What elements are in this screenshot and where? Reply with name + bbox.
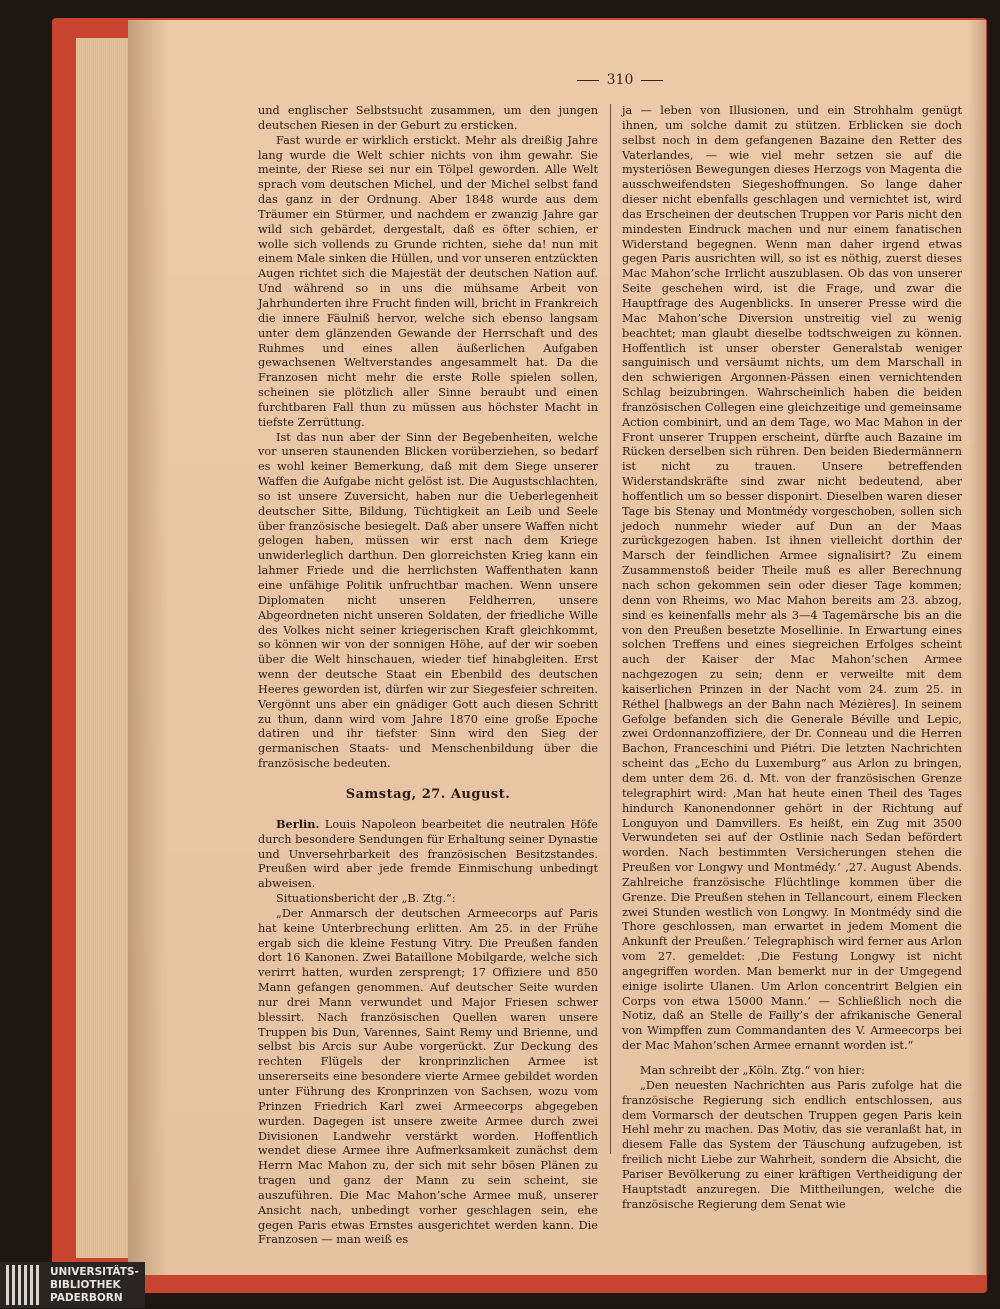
library-logo-text <box>50 1266 139 1305</box>
section-heading: Samstag, 27. August. <box>345 786 511 802</box>
logo-bars-icon <box>6 1265 42 1309</box>
right-paragraph-3: „Den neuesten Nachrichten aus Paris zufolge hat die französische Regierung sich endlich entschlossen, aus dem Vormarsch der deutschen Truppen gegen Paris kein Hehl mehr zu machen. Das Motiv, das sie veranlaßt hat, in diesem Falle das System der Täuschung aufzugeben, ist freilich nicht Liebe zur Wahrheit, sondern die Absicht, die Pariser Bevölkerung zu einer kräftigen Vertheidigung der Hauptstadt anzuregen. Die Mittheilungen, welche die französische Regierung dem Senat wie <box>622 1078 962 1211</box>
page-fold-shadow <box>968 20 986 1275</box>
left-column <box>258 104 598 1248</box>
left-paragraph-1: und englischer Selbstsucht zusammen, um den jungen deutschen Riesen in der Geburt zu ersticken. <box>258 104 598 132</box>
left-paragraph-4-text: Louis Napoleon bearbeitet die neutralen Höfe durch besondere Sendungen für Erhaltung seiner Dynastie und Unversehrbarkeit des französischen Besitzstandes. Preußen wird aber jede fremde Einmischung unbedingt abweisen. <box>258 817 598 891</box>
left-paragraph-4 <box>258 817 598 892</box>
right-column <box>622 104 962 1212</box>
logo-line-3: PADERBORN <box>50 1292 123 1304</box>
page-number: 310 <box>565 72 675 88</box>
left-paragraph-6: „Der Anmarsch der deutschen Armeecorps auf Paris hat keine Unterbrechung erlitten. Am 25. in der Frühe ergab sich die kleine Festung Vitry. Die Preußen fanden dort 16 Kanonen. Zwei Bataillone Mobilgarde, welche sich verirrt hatten, wurden zersprengt; 17 Offiziere und 850 Mann gefangen genommen. Auf deutscher Seite wurden nur drei Mann verwundet und Major Friesen schwer blessirt. Nach französischen Quellen waren unsere Truppen bis Dun, Varennes, Saint Remy und Brienne, und selbst bis Arcis sur Aube vorgerückt. Zur Deckung des rechten Flügels der kronprinzlichen Armee ist unsererseits eine besondere vierte Armee gebildet worden unter Führung des Kronprinzen von Sachsen, wozu vom Prinzen Friedrich Karl zwei Armeecorps abgegeben wurden. Dagegen ist unsere zweite Armee durch zwei Divisionen Landwehr verstärkt worden. Hoffentlich wendet diese Armee ihre Aufmerksamkeit zunächst dem Herrn Mac Mahon zu, der sich mit sehr bösen Plänen zu tragen und ganz der Mann zu sein scheint, sie auszuführen. Die Mac Mahon’sche Armee muß, unserer Ansicht nach, unbedingt vorher geschlagen sein, ehe gegen Paris etwas Ernstes ausgerichtet werden kann. Die Franzosen — man weiß es <box>258 906 598 1247</box>
page-edges <box>76 38 132 1258</box>
right-paragraph-2: Man schreibt der „Köln. Ztg.“ von hier: <box>640 1064 865 1077</box>
dateline: Berlin. <box>276 816 320 831</box>
right-paragraph-1: ja — leben von Illusionen, und ein Strohhalm genügt ihnen, um solche damit zu stützen. Erblicken sie doch selbst noch in dem gefangenen Bazaine den Retter des Vaterlandes, — wie viel mehr setzen sie auf die mysteriösen Bewegungen dieses Herzogs von Magenta die ausschweifendsten Siegeshoffnungen. So lange daher dieser nicht ebenfalls geschlagen und vernichtet ist, wird das Erscheinen der deutschen Truppen vor Paris nicht den mindesten Eindruck machen und nur einem fanatischen Widerstand begegnen. Wenn man daher irgend etwas gegen Paris ausrichten will, so ist es nöthig, zuerst dieses Mac Mahon’sche Irrlicht auszublasen. Ob das von unserer Seite geschehen wird, ist die Frage, und zwar die Hauptfrage des Augenblicks. In unserer Presse wird die Mac Mahon’sche Diversion unstreitig viel zu wenig beachtet; man glaubt dieselbe todtschweigen zu können. Hoffentlich ist unser oberster Generalstab weniger sanguinisch und versäumt nichts, um dem Marschall in den schwierigen Argonnen-Pässen einen vernichtenden Schlag beizubringen. Wahrscheinlich haben die beiden französischen Collegen eine gleichzeitige und gemeinsame Action combinirt, und an dem Tage, wo Mac Mahon in der Front unserer Truppen erscheint, dürfte auch Bazaine im Rücken derselben sich rühren. Den beiden Biedermännern ist nicht zu trauen. Unsere betreffenden Widerstandskräfte sind zwar nicht bedeutend, aber hoffentlich um so besser disponirt. Dieselben waren dieser Tage bis Stenay und Montmédy vorgeschoben, sollen sich jedoch nunmehr wieder auf Dun an der Maas zurückgezogen haben. Ist ihnen vielleicht dorthin der Marsch der feindlichen Armee signalisirt? Zu einem Zusammenstoß beider Theile muß es aller Berechnung nach schon gekommen sein oder dieser Tage kommen; denn von Rheims, wo Mac Mahon bereits am 23. abzog, sind es keinenfalls mehr als 3—4 Tagemärsche bis an die von den Preußen besetzte Mosellinie. In Erwartung eines solchen Treffens und eines siegreichen Erfolges scheint auch der Kaiser der Mac Mahon’schen Armee nachgezogen zu sein; denn er verweilte mit dem kaiserlichen Prinzen in der Nacht vom 24. zum 25. in Réthel [halbwegs an der Bahn nach Mézières]. In seinem Gefolge befanden sich die Generale Béville und Lepic, zwei Ordonnanzoffiziere, der Dr. Conneau und die Herren Bachon, Franceschini und Piétri. Die letzten Nachrichten scheint das „Echo du Luxemburg“ aus Arlon zu bringen, dem unter dem 26. d. Mt. von der französischen Grenze telegraphirt wird: ‚Man hat heute einen Theil des Tages hindurch Kanonendonner gehört in der Richtung auf Longuyon und Damvillers. Es heißt, ein Zug mit 3500 Verwundeten sei auf der Ostlinie nach Sedan befördert worden. Nach bestimmten Versicherungen stehen die Preußen vor Longwy und Montmédy.‘ ‚27. August Abends. Zahlreiche französische Flüchtlinge kommen über die Grenze. Die Preußen stehen in Tellancourt, einem Flecken zwei Stunden westlich von Longwy. In Montmédy sind die Thore geschlossen, man erwartet in jedem Moment die Ankunft der Preußen.‘ Telegraphisch wird ferner aus Arlon vom 27. gemeldet: ‚Die Festung Longwy ist nicht angegriffen worden. Man bemerkt nur in der Umgegend einige isolirte Ulanen. Um Arlon concentrirt Belgien ein Corps von etwa 15000 Mann.‘ — Schließlich noch die Notiz, daß an Stelle de Failly’s der afrikanische General von Wimpffen zum Commandanten des V. Armeecorps bei der Mac Mahon’schen Armee ernannt worden ist.“ <box>622 104 962 1053</box>
left-paragraph-2: Fast wurde er wirklich erstickt. Mehr als dreißig Jahre lang wurde die Welt schier nichts von ihm gewahr. Sie meinte, der Riese sei nur ein Tölpel geworden. Alle Welt sprach vom deutschen Michel, und der Michel selbst fand das ganz in der Ordnung. Aber 1848 wurde aus dem Träumer ein Stürmer, und nachdem er zwanzig Jahre gar wild sich gebärdet, dergestalt, daß es öfter schien, er wolle sich vollends zu Grunde richten, siehe da! nun mit einem Male sinken die Hüllen, und vor unseren entzückten Augen richtet sich die Majestät der deutschen Nation auf. Und während so in uns die mühsame Arbeit von Jahrhunderten ihre Frucht finden will, bricht in Frankreich die innere Fäulniß hervor, welche sich ebenso langsam unter dem glänzenden Gewande der Herrschaft und des Ruhmes und eines allen äußerlichen Aufgaben gewachsenen Weltverstandes angesammelt hat. Da die Franzosen nicht mehr die erste Rolle spielen sollen, scheinen sie plötzlich aller Sinne beraubt und einen furchtbaren Fall thun zu müssen aus höchster Macht in tiefste Zerrüttung. <box>258 133 598 429</box>
column-divider <box>610 104 611 1154</box>
logo-line-1: UNIVERSITÄTS- <box>50 1266 139 1278</box>
left-paragraph-3: Ist das nun aber der Sinn der Begebenheiten, welche vor unseren staunenden Blicken vorüberziehen, so bedarf es wohl keiner Bemerkung, daß mit dem Siege unserer Waffen die Aufgabe nicht gelöst ist. Die Augustschlachten, so ist unsere Zuversicht, haben nur die Ueberlegenheit deutscher Sitte, Bildung, Tüchtigkeit an Leib und Seele über französische besiegelt. Daß aber unsere Waffen nicht gelogen haben, müssen wir erst nach dem Kriege unwiderleglich darthun. Den glorreichsten Krieg kann ein lahmer Friede und die herrlichsten Waffenthaten kann eine unfähige Politik unfruchtbar machen. Wenn unsere Diplomaten nicht unseren Feldherren, unsere Abgeordneten nicht unseren Soldaten, der friedliche Wille des Volkes nicht seiner kriegerischen Kraft gleichkommt, so können wir von der sonnigen Höhe, auf der wir soeben über die Welt hinschauen, wieder tief hinabgleiten. Erst wenn der deutsche Staat ein Ebenbild des deutschen Heeres geworden ist, dürfen wir zur Siegesfeier schreiten. Vergönnt uns aber ein gnädiger Gott auch diesen Schritt zu thun, dann wird vom Jahre 1870 eine große Epoche datiren und ihr tiefster Sinn wird den Sieg der germanischen Staats- und Menschenbildung über die französische bedeuten. <box>258 430 598 771</box>
left-paragraph-5: Situationsbericht der „B. Ztg.“: <box>276 892 456 906</box>
logo-line-2: BIBLIOTHEK <box>50 1279 121 1291</box>
